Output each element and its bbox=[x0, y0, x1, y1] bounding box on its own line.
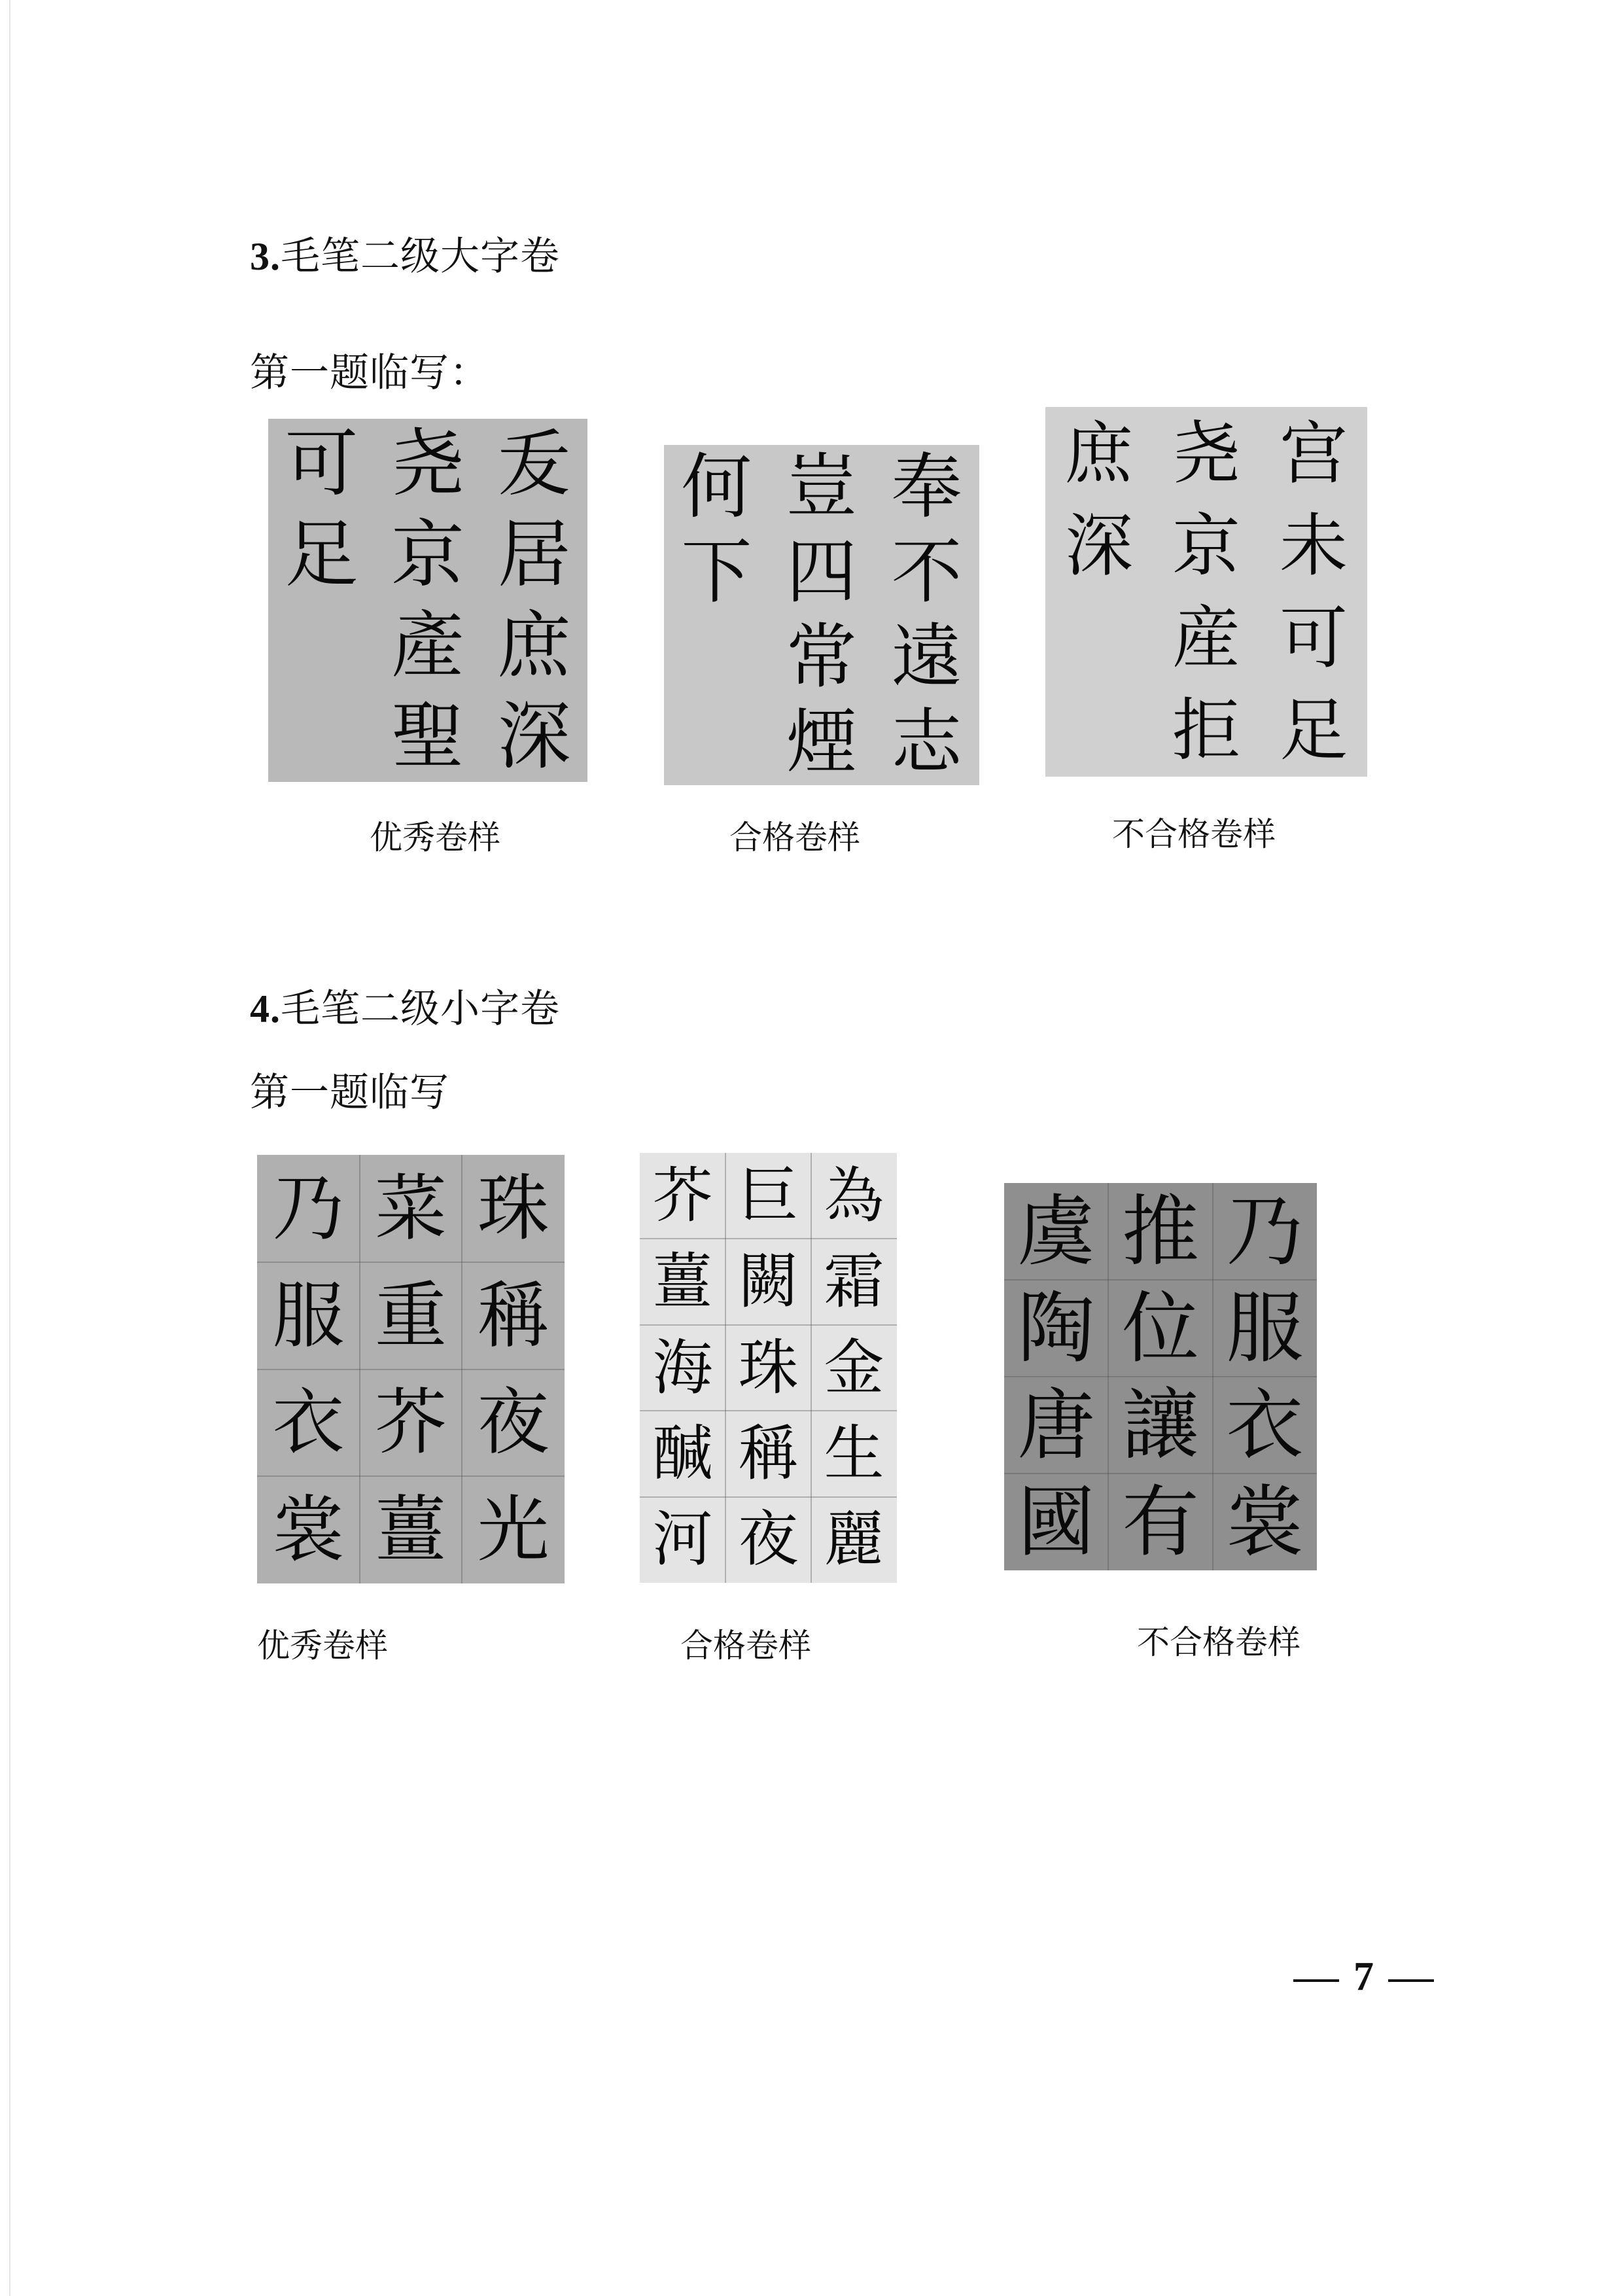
calligraphy-character: 醎 bbox=[652, 1418, 713, 1489]
calligraphy-character: 推 bbox=[1121, 1186, 1199, 1277]
calligraphy-character: 巨 bbox=[738, 1160, 799, 1231]
grid-line bbox=[257, 1475, 565, 1477]
section-heading-3 bbox=[250, 234, 560, 279]
calligraphy-character: 可 bbox=[285, 421, 358, 507]
dash bbox=[1388, 1979, 1434, 1982]
calligraphy-character: 遠 bbox=[891, 616, 962, 698]
calligraphy-character: 位 bbox=[1121, 1283, 1199, 1373]
calligraphy-character: 京 bbox=[1172, 505, 1240, 586]
calligraphy-character: 拒 bbox=[1172, 690, 1240, 771]
calligraphy-character: 乃 bbox=[1226, 1186, 1304, 1277]
calligraphy-character: 裳 bbox=[272, 1488, 345, 1572]
calligraphy-character: 夜 bbox=[738, 1504, 799, 1575]
calligraphy-character: 深 bbox=[497, 694, 571, 779]
caption-excellent: 优秀卷样 bbox=[370, 819, 500, 857]
page-number bbox=[1279, 1956, 1448, 1997]
sample-excellent-large bbox=[268, 419, 587, 782]
calligraphy-character: 陶 bbox=[1017, 1283, 1095, 1373]
grid-line bbox=[640, 1324, 897, 1326]
calligraphy-character: 霜 bbox=[824, 1246, 884, 1317]
page-number-value: 7 bbox=[1353, 1954, 1374, 1999]
calligraphy-column bbox=[1045, 407, 1153, 777]
calligraphy-column bbox=[640, 1153, 725, 1583]
calligraphy-character: 虞 bbox=[1017, 1186, 1095, 1277]
calligraphy-character: 夜 bbox=[477, 1381, 550, 1465]
calligraphy-character: 庶 bbox=[497, 603, 571, 688]
sample-excellent-small bbox=[257, 1155, 565, 1583]
sample-fail-small bbox=[1004, 1183, 1317, 1570]
calligraphy-character: 河 bbox=[652, 1504, 713, 1575]
calligraphy-column bbox=[1153, 407, 1260, 777]
grid-line bbox=[257, 1369, 565, 1370]
calligraphy-character: 奉 bbox=[891, 446, 962, 528]
calligraphy-character: 為 bbox=[824, 1160, 884, 1231]
calligraphy-character: 志 bbox=[891, 701, 962, 783]
calligraphy-character: 生 bbox=[824, 1418, 884, 1489]
calligraphy-column bbox=[874, 445, 979, 785]
calligraphy-character: 深 bbox=[1064, 505, 1133, 586]
calligraphy-character: 讓 bbox=[1121, 1380, 1199, 1470]
calligraphy-character: 產 bbox=[391, 603, 464, 688]
calligraphy-character: 麗 bbox=[824, 1504, 884, 1575]
calligraphy-character: 薑 bbox=[374, 1488, 447, 1572]
calligraphy-character: 庶 bbox=[1064, 413, 1133, 493]
calligraphy-character: 可 bbox=[1279, 598, 1348, 679]
calligraphy-character: 足 bbox=[1279, 690, 1348, 771]
calligraphy-character: 叐 bbox=[497, 421, 571, 507]
section-number: 3. bbox=[250, 235, 281, 278]
calligraphy-character: 金 bbox=[824, 1332, 884, 1403]
sample-fail-large bbox=[1045, 407, 1367, 777]
dash bbox=[1293, 1979, 1339, 1982]
calligraphy-column bbox=[375, 419, 481, 782]
calligraphy-character: 煙 bbox=[786, 701, 857, 783]
calligraphy-character: 乃 bbox=[272, 1166, 345, 1250]
calligraphy-column bbox=[481, 419, 587, 782]
calligraphy-character: 不 bbox=[891, 531, 962, 613]
caption-pass: 合格卷样 bbox=[680, 1627, 811, 1665]
calligraphy-character: 薑 bbox=[652, 1246, 713, 1317]
question-label-4: 第一题临写 bbox=[250, 1070, 449, 1116]
calligraphy-character: 衣 bbox=[272, 1381, 345, 1465]
grid-line bbox=[1004, 1376, 1317, 1377]
sample-pass-small bbox=[640, 1153, 897, 1583]
calligraphy-character: 芥 bbox=[374, 1381, 447, 1465]
question-label-3: 第一题临写： bbox=[250, 350, 489, 396]
calligraphy-character: 光 bbox=[477, 1488, 550, 1572]
grid-line bbox=[1004, 1473, 1317, 1474]
grid-line bbox=[811, 1153, 812, 1583]
section-number: 4. bbox=[250, 987, 281, 1031]
calligraphy-character: 尧 bbox=[1172, 413, 1240, 493]
calligraphy-character: 裳 bbox=[1226, 1477, 1304, 1567]
section-title: 毛笔二级小字卷 bbox=[281, 986, 560, 1032]
calligraphy-character: 珠 bbox=[477, 1166, 550, 1250]
grid-line bbox=[640, 1496, 897, 1498]
calligraphy-character: 海 bbox=[652, 1332, 713, 1403]
grid-line bbox=[1004, 1279, 1317, 1280]
grid-line bbox=[640, 1238, 897, 1239]
calligraphy-character: 重 bbox=[374, 1273, 447, 1358]
calligraphy-character: 足 bbox=[285, 512, 358, 598]
calligraphy-column bbox=[769, 445, 875, 785]
calligraphy-character: 有 bbox=[1121, 1477, 1199, 1567]
caption-fail: 不合格卷样 bbox=[1137, 1623, 1300, 1661]
calligraphy-character: 珠 bbox=[738, 1332, 799, 1403]
calligraphy-character: 未 bbox=[1279, 505, 1348, 586]
calligraphy-character: 下 bbox=[681, 531, 752, 613]
calligraphy-character: 服 bbox=[272, 1273, 345, 1358]
caption-fail: 不合格卷样 bbox=[1112, 815, 1276, 853]
calligraphy-column bbox=[1260, 407, 1367, 777]
scan-edge bbox=[9, 0, 10, 2296]
calligraphy-character: 何 bbox=[681, 446, 752, 528]
caption-excellent: 优秀卷样 bbox=[257, 1627, 388, 1665]
calligraphy-character: 服 bbox=[1226, 1283, 1304, 1373]
calligraphy-character: 稱 bbox=[477, 1273, 550, 1358]
calligraphy-column bbox=[268, 419, 375, 782]
sample-pass-large bbox=[664, 445, 979, 785]
calligraphy-character: 唐 bbox=[1017, 1380, 1095, 1470]
calligraphy-character: 菜 bbox=[374, 1166, 447, 1250]
calligraphy-character: 京 bbox=[391, 512, 464, 598]
calligraphy-character: 衣 bbox=[1226, 1380, 1304, 1470]
calligraphy-column bbox=[664, 445, 769, 785]
calligraphy-character: 尧 bbox=[391, 421, 464, 507]
calligraphy-character: 四 bbox=[786, 531, 857, 613]
calligraphy-character: 聖 bbox=[391, 694, 464, 779]
caption-pass: 合格卷样 bbox=[729, 819, 860, 857]
grid-line bbox=[725, 1153, 726, 1583]
calligraphy-character: 國 bbox=[1017, 1477, 1095, 1567]
calligraphy-character: 居 bbox=[497, 512, 571, 598]
calligraphy-character: 芥 bbox=[652, 1160, 713, 1231]
calligraphy-character: 稱 bbox=[738, 1418, 799, 1489]
grid-line bbox=[640, 1410, 897, 1411]
calligraphy-character: 豈 bbox=[786, 446, 857, 528]
calligraphy-character: 闕 bbox=[738, 1246, 799, 1317]
calligraphy-character: 常 bbox=[786, 616, 857, 698]
calligraphy-character: 産 bbox=[1172, 598, 1240, 679]
section-title: 毛笔二级大字卷 bbox=[281, 234, 560, 279]
calligraphy-column bbox=[811, 1153, 897, 1583]
section-heading-4 bbox=[250, 986, 560, 1032]
calligraphy-character: 宫 bbox=[1279, 413, 1348, 493]
grid-line bbox=[257, 1262, 565, 1263]
calligraphy-column bbox=[725, 1153, 811, 1583]
